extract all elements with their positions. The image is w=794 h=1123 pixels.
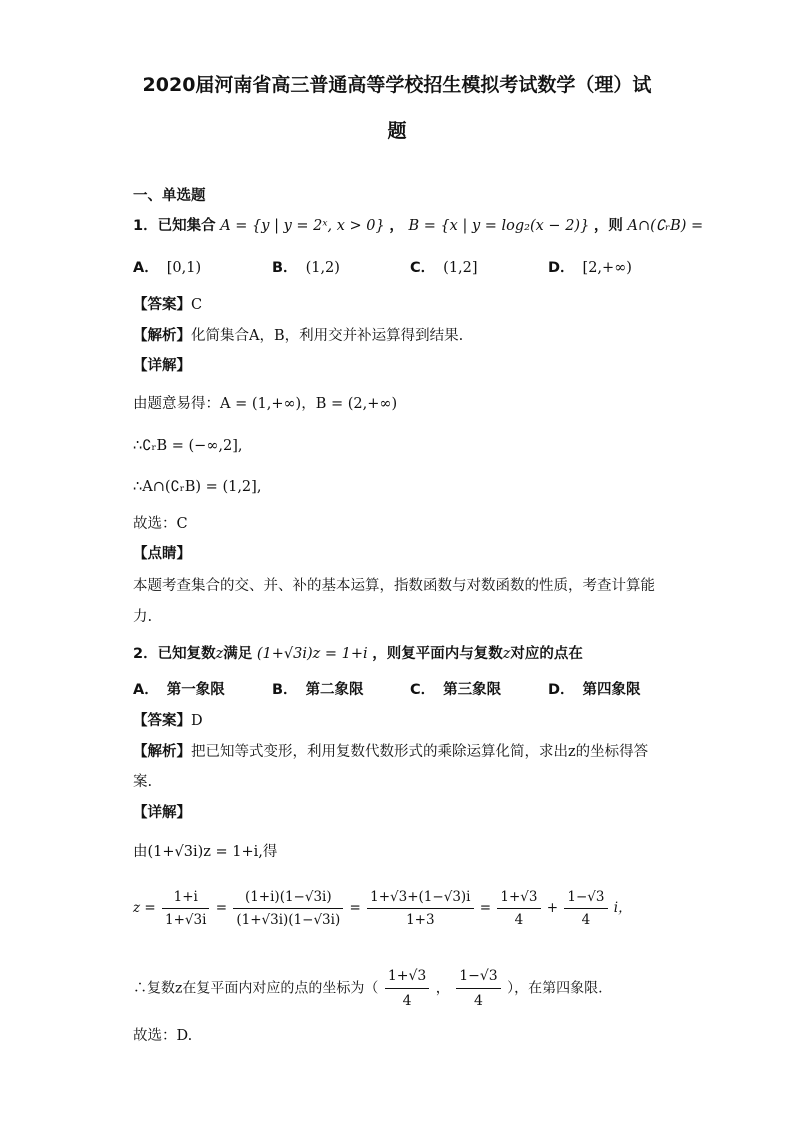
q1-analysis: 【解析】化简集合A，B，利用交并补运算得到结果. [133,328,464,344]
q2-detail-1: 由(1+√3i)z = 1+i,得 [133,844,278,860]
q2-equation: (1+√3i)z = 1+i [256,646,368,662]
q1-answer: 【答案】C [133,297,203,313]
paper-title-line1: 2020届河南省高三普通高等学校招生模拟考试数学（理）试 [142,74,652,96]
q2-derivation: z = $\frac{1+i}{1+√3i}$ = $\frac{(1+i)(1-√3i)}{(1+√3i)(1-√3i)}$ = $\frac{1+√3+(1-√3)i}{1+3}$ = $\frac{1+√3}{4}$ + $\frac{1-√3}{4}$ i， [133,889,632,928]
q1-stem-prefix: 1．已知集合 [133,218,216,234]
q1-option-c: C． (1,2] [410,260,478,276]
q1-stem [133,216,703,236]
q1-option-b: B． (1,2) [272,260,340,276]
q2-option-b: B． 第二象限 [272,682,364,698]
paper-title-line2: 题 [387,120,407,142]
q2-coordinate: ∴复数z在复平面内对应的点的坐标为（ $\frac{1+√3}{4}$ ， $\frac{1-√3}{4}$ ），在第四象限. [133,968,603,1009]
q1-set-b: B = {x | y = log₂(x − 2)} [408,218,590,234]
q1-detail-2: ∴∁ᵣB = (−∞,2], [133,438,243,454]
q2-frac-1: $\frac{1+i}{1+√3i}$ [162,888,209,929]
q2-analysis-1: 【解析】把已知等式变形，利用复数代数形式的乘除运算化简，求出z的坐标得答 [133,744,649,760]
q2-frac-2: $\frac{(1+i)(1-√3i)}{(1+√3i)(1-√3i)}$ [233,888,343,929]
q2-frac-3: $\frac{1+√3+(1-√3)i}{1+3}$ [367,888,473,929]
q1-detail-1: 由题意易得：A = (1,+∞)，B = (2,+∞) [133,396,398,412]
q1-detail-tag: 【详解】 [133,358,191,374]
q2-final: 故选：D. [133,1028,193,1044]
q2-option-d: D． 第四象限 [548,682,641,698]
q1-comment-1: 本题考查集合的交、并、补的基本运算，指数函数与对数函数的性质，考查计算能 [133,578,655,594]
q2-answer: 【答案】D [133,713,203,729]
q2-stem: 2．已知复数z满足 (1+√3i)z = 1+i ，则复平面内与复数z对应的点在 [133,646,583,662]
q2-analysis-2: 案. [133,774,153,790]
q2-option-c: C． 第三象限 [410,682,502,698]
q1-option-d: D． [2,+∞) [548,260,632,276]
q1-detail-4: 故选：C [133,516,188,532]
q1-expr: A∩(∁ᵣB) = [627,218,704,234]
q2-option-a: A． 第一象限 [133,682,225,698]
q2-frac-5: $\frac{1-√3}{4}$ [564,888,607,929]
q2-coord-frac-1: $\frac{1+√3}{4}$ [385,966,429,1011]
q1-stem-mid: ，则 [593,218,623,234]
q1-set-a: A = {y | y = 2ˣ, x > 0} [220,218,385,234]
q1-sep: ， [389,218,404,234]
q2-frac-4: $\frac{1+√3}{4}$ [497,888,540,929]
q1-comment-2: 力. [133,609,153,625]
q1-option-a: A． [0,1) [133,260,202,276]
q2-detail-tag: 【详解】 [133,805,191,821]
q1-comment-tag: 【点睛】 [133,546,191,562]
section-heading: 一、单选题 [133,188,206,204]
q1-detail-3: ∴A∩(∁ᵣB) = (1,2], [133,479,262,495]
q2-coord-frac-2: $\frac{1-√3}{4}$ [456,966,500,1011]
q2-var-z: z [215,646,224,662]
